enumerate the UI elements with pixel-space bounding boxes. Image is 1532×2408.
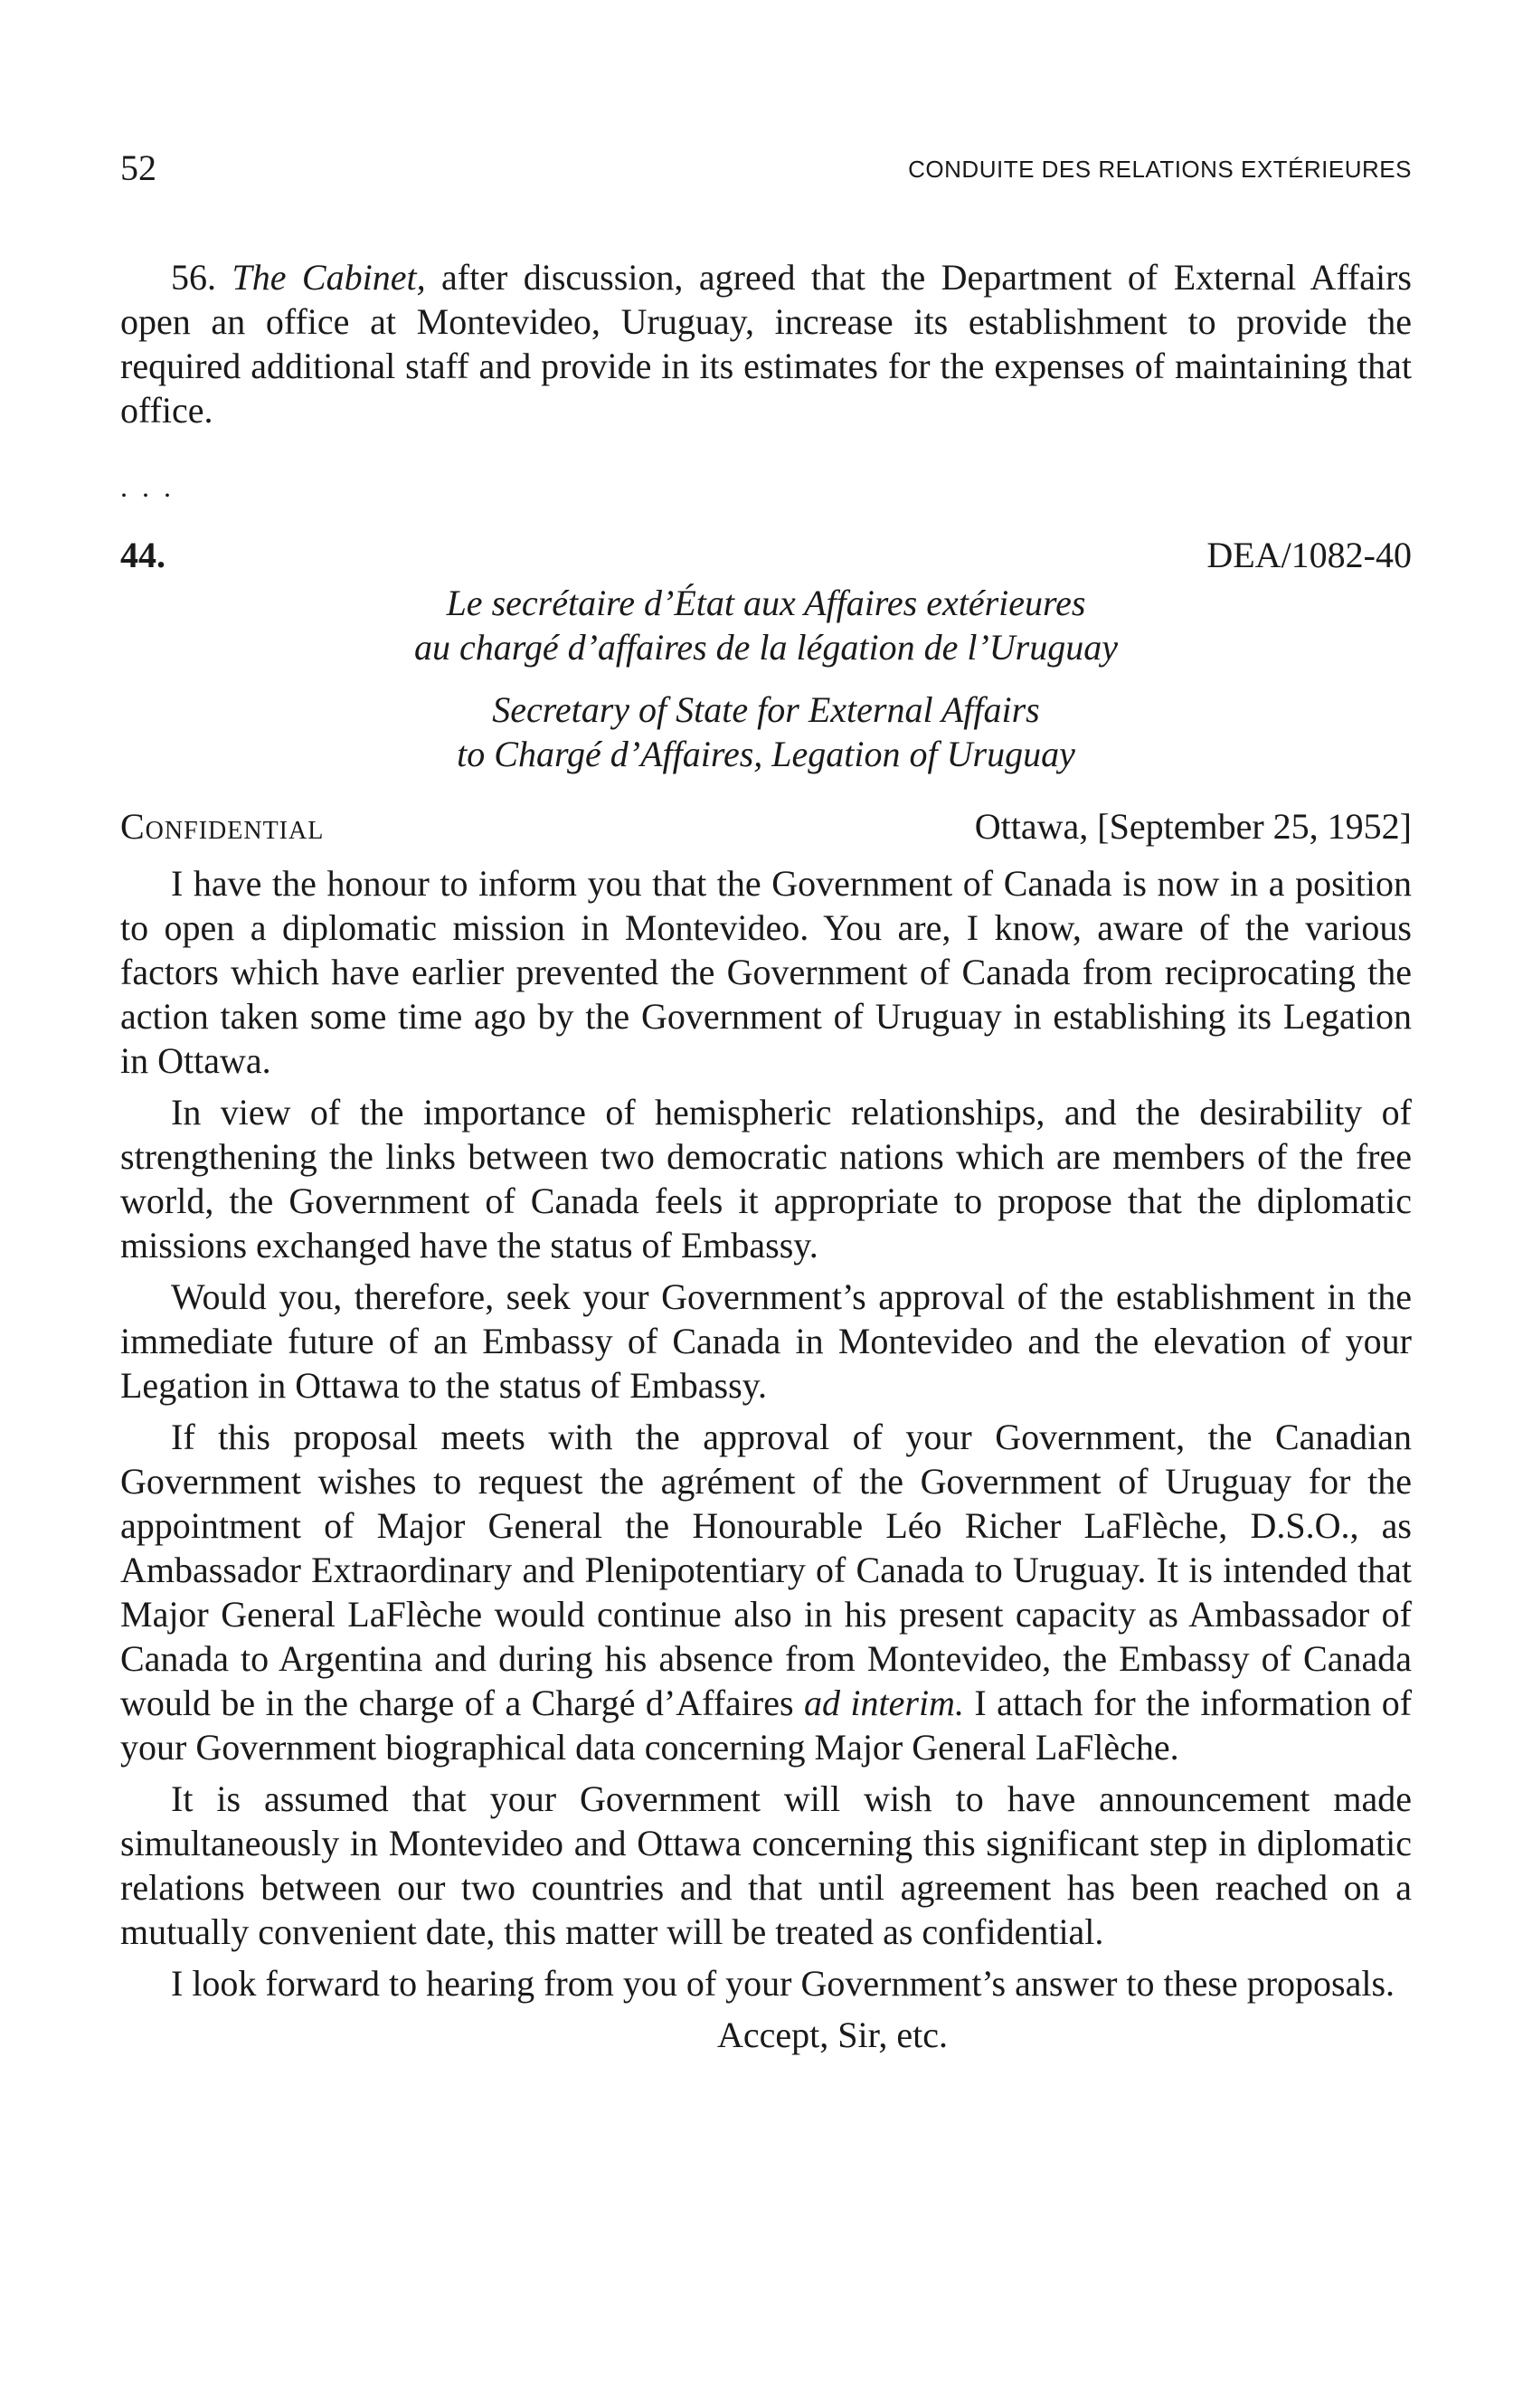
classification-line (120, 805, 1412, 850)
classification: Confidential (120, 806, 325, 847)
title-english (120, 687, 1412, 776)
body-paragraph-1: I have the honour to inform you that the Government of Canada is now in a position to open a diplomatic mission in Montevideo. You are, I know, aware of the various factors which have earlier prevented the Government of Canada from reciprocating the action taken some time ago by the Government of Uruguay in establishing its Legation in Ottawa. (120, 863, 1412, 1081)
title-french-line-2: au chargé d’affaires de la légation de l’Uruguay (413, 627, 1118, 668)
excerpt-subject: The Cabinet, (232, 257, 426, 298)
excerpt-text: after discussion, agreed that the Department of External Affairs open an office at Montevideo, Uruguay, increase its establishment to provide the required additional staff and provide in its estimates for the expenses of maintaining that office. (120, 257, 1412, 431)
body-paragraph-6: I look forward to hearing from you of your Government’s answer to these proposals. (171, 1963, 1395, 2004)
title-french-line-1: Le secrétaire d’État aux Affaires extérieures (446, 583, 1086, 623)
closing-salutation: Accept, Sir, etc. (717, 2015, 948, 2055)
cabinet-excerpt (120, 255, 1412, 432)
body-paragraph-4-part-1: If this proposal meets with the approval of your Government, the Canadian Government wishes to request the agrément of the Government of Uruguay for the appointment of Major General the Honourable Léo Richer LaFlèche, D.S.O., as Ambassador Extraordinary and Plenipotentiary of Canada to Uruguay. It is intended that Major General LaFlèche would continue also in his present capacity as Ambassador of Canada to Argentina and during his absence from Montevideo, the Embassy of Canada would be in the charge of a Chargé d’Affaires (120, 1417, 1412, 1723)
excerpt-number: 56. (171, 257, 216, 298)
running-title: CONDUITE DES RELATIONS EXTÉRIEURES (908, 156, 1412, 183)
document-number: 44. (120, 535, 165, 575)
running-head (120, 136, 1412, 208)
body-paragraph-2: In view of the importance of hemispheric relationships, and the desirability of strengthening the links between two democratic nations which are members of the free world, the Government of Canada feels it appropriate to propose that the diplomatic missions exchanged have the status of Embassy. (120, 1092, 1412, 1266)
ellipsis: . . . (120, 470, 175, 503)
title-english-line-1: Secretary of State for External Affairs (492, 689, 1040, 730)
title-english-line-2: to Chargé d’Affaires, Legation of Uruguay (457, 734, 1075, 774)
body-paragraph-3: Would you, therefore, seek your Government’s approval of the establishment in the immediate future of an Embassy of Canada in Montevideo and the elevation of your Legation in Ottawa to the status of Embassy. (120, 1276, 1412, 1406)
title-french (120, 581, 1412, 669)
body-paragraph-4 (120, 1415, 1412, 1769)
document-page (120, 136, 1412, 2057)
body-paragraph-4-part-2: I attach for the information of your Government biographical data concerning Major General LaFlèche. (120, 1683, 1413, 1768)
document-reference: DEA/1082-40 (1206, 535, 1412, 575)
ad-interim: ad interim. (803, 1683, 964, 1723)
place-date: Ottawa, [September 25, 1952] (974, 806, 1412, 847)
body-paragraph-5: It is assumed that your Government will wish to have announcement made simultaneously in Montevideo and Ottawa concerning this significant step in diplomatic relations between our two countries and that until agreement has been reached on a mutually convenient date, this matter will be treated as confidential. (120, 1778, 1412, 1952)
document-heading (120, 534, 1412, 579)
page-number: 52 (120, 147, 156, 188)
